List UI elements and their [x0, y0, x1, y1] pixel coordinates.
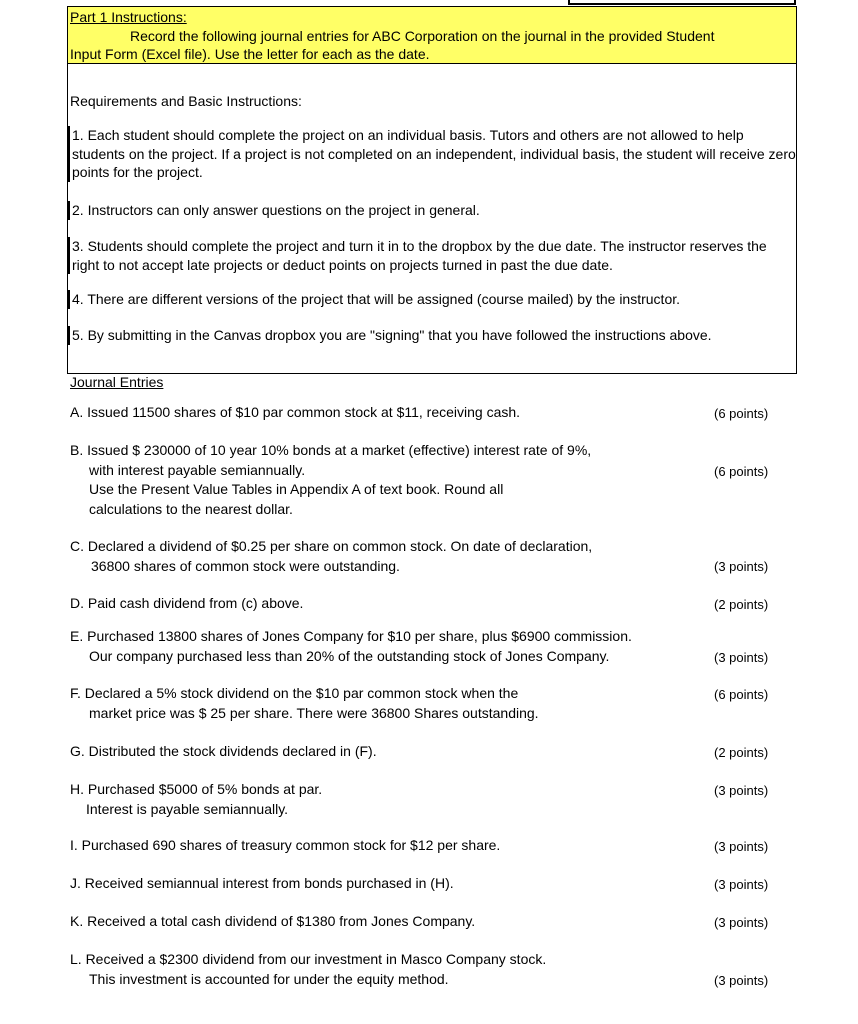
journal-entry-k [70, 912, 475, 932]
entry-line: D. Paid cash dividend from (c) above. [70, 595, 304, 611]
instructions-line-1: Record the following journal entries for ABC Corporation on the journal in the provided Student [130, 28, 715, 44]
entry-points-g: (2 points) [714, 745, 769, 760]
journal-entry-d [70, 594, 303, 614]
entry-line: I. Purchased 690 shares of treasury common stock for $12 per share. [70, 837, 501, 853]
instructions-title: Part 1 Instructions: [70, 9, 187, 25]
entry-line: A. Issued 11500 shares of $10 par common stock at $11, receiving cash. [70, 404, 521, 420]
entry-points-a: (6 points) [714, 406, 769, 421]
requirement-item-1: 1. Each student should complete the project on an individual basis. Tutors and others are not allowed to help students on the project. If a project is not completed on an independent, individual basis, the student will receive zero points for the project. [68, 126, 796, 182]
entry-line: B. Issued $ 230000 of 10 year 10% bonds at a market (effective) interest rate of 9%, [70, 442, 592, 458]
journal-entries-title: Journal Entries [70, 374, 164, 390]
entry-line: market price was $ 25 per share. There were 36800 Shares outstanding. [89, 704, 539, 721]
entry-line: L. Received a $2300 dividend from our investment in Masco Company stock. [70, 951, 547, 967]
requirements-box [67, 64, 797, 374]
journal-entry-l [70, 950, 546, 989]
entry-points-h: (3 points) [714, 783, 769, 798]
entry-points-c: (3 points) [714, 559, 769, 574]
entry-line: 36800 shares of common stock were outstanding. [91, 557, 400, 574]
entry-points-f: (6 points) [714, 687, 769, 702]
entry-points-k: (3 points) [714, 915, 769, 930]
journal-entry-j [70, 874, 454, 894]
entry-line: with interest payable semiannually. [89, 461, 306, 478]
entry-points-l: (3 points) [714, 973, 769, 988]
entry-line: E. Purchased 13800 shares of Jones Company for $10 per share, plus $6900 commission. [70, 628, 632, 644]
entry-line: Our company purchased less than 20% of the outstanding stock of Jones Company. [89, 647, 610, 664]
journal-entry-b [70, 441, 591, 519]
journal-entry-i [70, 836, 500, 856]
entry-line: K. Received a total cash dividend of $1380 from Jones Company. [70, 913, 476, 929]
entry-line: This investment is accounted for under the equity method. [89, 970, 449, 987]
entry-line: calculations to the nearest dollar. [89, 500, 293, 517]
entry-points-e: (3 points) [714, 650, 769, 665]
entry-line: J. Received semiannual interest from bonds purchased in (H). [70, 875, 454, 891]
requirement-item-4: 4. There are different versions of the project that will be assigned (course mailed) by the instructor. [68, 290, 796, 309]
entry-line: Interest is payable semiannually. [86, 800, 289, 817]
entry-line: C. Declared a dividend of $0.25 per share on common stock. On date of declaration, [70, 538, 593, 554]
journal-entry-c [70, 537, 592, 576]
requirements-title: Requirements and Basic Instructions: [70, 93, 302, 109]
journal-entry-g [70, 742, 377, 762]
entry-line: G. Distributed the stock dividends declared in (F). [70, 743, 377, 759]
journal-entry-h [70, 780, 322, 819]
requirement-item-3: 3. Students should complete the project and turn it in to the dropbox by the due date. The instructor reserves the right to not accept late projects or deduct points on projects turned in past the due date. [68, 237, 796, 274]
entry-line: H. Purchased $5000 of 5% bonds at par. [70, 781, 323, 797]
journal-entry-a [70, 403, 520, 423]
entry-points-d: (2 points) [714, 597, 769, 612]
instructions-line-2: Input Form (Excel file). Use the letter for each as the date. [70, 46, 430, 62]
top-cell-fragment [568, 0, 796, 5]
entry-line: F. Declared a 5% stock dividend on the $10 par common stock when the [70, 685, 519, 701]
entry-points-j: (3 points) [714, 877, 769, 892]
entry-line: Use the Present Value Tables in Appendix A of text book. Round all [89, 481, 504, 497]
requirement-item-2: 2. Instructors can only answer questions on the project in general. [68, 201, 796, 220]
journal-entry-f [70, 684, 539, 723]
entry-points-i: (3 points) [714, 839, 769, 854]
entry-points-b: (6 points) [714, 464, 769, 479]
instructions-box [67, 6, 797, 64]
journal-entry-e [70, 627, 632, 666]
requirement-item-5: 5. By submitting in the Canvas dropbox you are "signing" that you have followed the instructions above. [68, 326, 796, 345]
